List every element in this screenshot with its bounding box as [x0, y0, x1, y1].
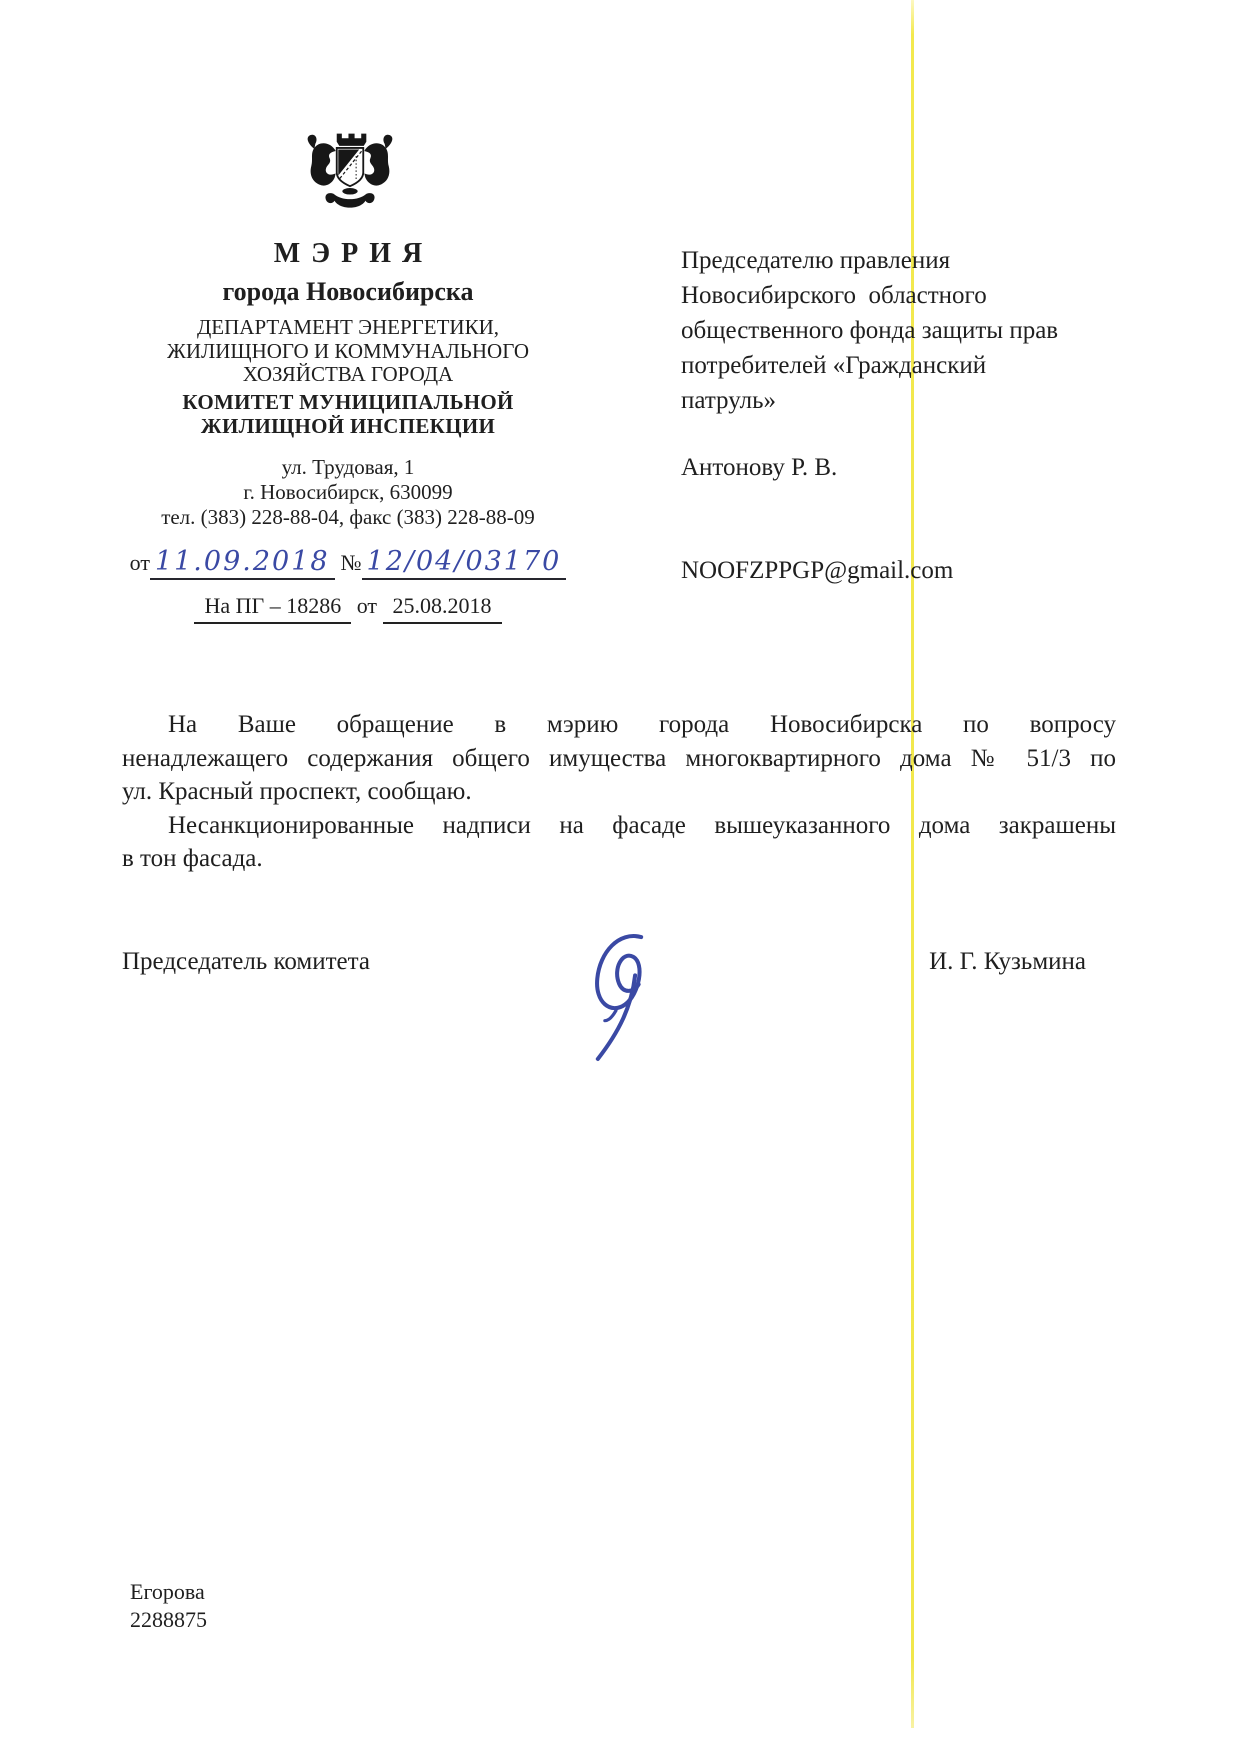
- reply-reference-date: 25.08.2018: [383, 593, 502, 624]
- committee-line: КОМИТЕТ МУНИЦИПАЛЬНОЙ: [182, 389, 514, 414]
- letter-body: [122, 708, 1116, 876]
- handwritten-number: 12/04/03170: [362, 546, 567, 580]
- signer-name: И. Г. Кузьмина: [929, 948, 1086, 975]
- signer-position: Председатель комитета: [122, 948, 370, 975]
- department-line: ХОЗЯЙСТВА ГОРОДА: [242, 362, 454, 386]
- recipient-line: Председателю правления: [681, 247, 951, 274]
- executor-phone: 2288875: [130, 1607, 207, 1632]
- body-line: Несанкционированные надписи на фасаде вышеуказанного дома закрашены: [168, 811, 1116, 839]
- coat-of-arms-icon: [299, 128, 401, 226]
- reply-date-label: от: [356, 592, 378, 618]
- executor-name: Егорова: [130, 1579, 205, 1604]
- department-line: ДЕПАРТАМЕНТ ЭНЕРГЕТИКИ,: [196, 315, 500, 339]
- executor-block: [130, 1578, 207, 1634]
- date-label: от: [129, 549, 150, 575]
- recipient-line: Новосибирского областного: [681, 282, 987, 309]
- signature-ink-icon: [566, 928, 678, 1064]
- sender-address: [96, 455, 600, 530]
- recipient-line: патруль»: [681, 387, 777, 414]
- outgoing-reference-line: [96, 546, 600, 580]
- address-line: ул. Трудовая, 1: [281, 454, 415, 479]
- sender-letterhead: [96, 238, 600, 624]
- body-line: в тон фасада.: [122, 845, 263, 872]
- recipient-email: NOOFZPPGP@gmail.com: [681, 557, 954, 584]
- number-label: №: [340, 549, 362, 575]
- reply-reference-number: На ПГ – 18286: [194, 593, 351, 624]
- org-title: МЭРИЯ: [273, 238, 434, 269]
- handwritten-date: 11.09.2018: [150, 546, 335, 580]
- body-line: ул. Красный проспект, сообщаю.: [122, 778, 472, 805]
- address-line: г. Новосибирск, 630099: [243, 479, 453, 504]
- org-subtitle: города Новосибирска: [222, 277, 474, 306]
- recipient-name: Антонову Р. В.: [681, 454, 838, 481]
- department-name: [96, 316, 600, 387]
- committee-line: ЖИЛИЩНОЙ ИНСПЕКЦИИ: [200, 413, 496, 438]
- recipient-block: [681, 243, 1101, 588]
- recipient-line: потребителей «Гражданский: [681, 352, 987, 379]
- reply-reference-line: [96, 593, 600, 624]
- address-line: тел. (383) 228-88-04, факс (383) 228-88-09: [161, 504, 535, 529]
- committee-name: [96, 390, 600, 438]
- department-line: ЖИЛИЩНОГО И КОММУНАЛЬНОГО: [167, 338, 529, 363]
- body-line: На Ваше обращение в мэрию города Новосибирска по вопросу: [168, 711, 1116, 738]
- recipient-line: общественного фонда защиты прав: [681, 317, 1059, 344]
- body-line: ненадлежащего содержания общего имущества многоквартирного дома № 51/3 по: [122, 744, 1116, 772]
